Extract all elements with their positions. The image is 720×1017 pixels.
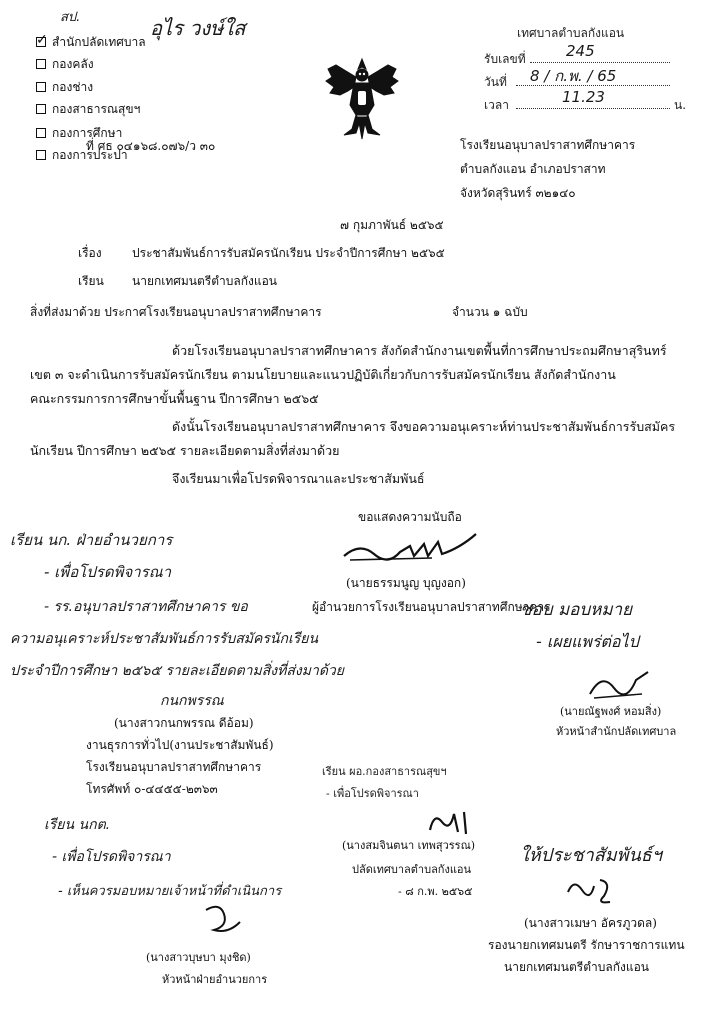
closing: ขอแสดงความนับถือ: [358, 510, 462, 524]
clerk-unit: งานธุรการทั่วไป(งานประชาสัมพันธ์): [86, 738, 274, 752]
checkbox[interactable]: [36, 59, 46, 69]
subject-label: เรื่อง: [78, 246, 102, 260]
body-p1-line1: ด้วยโรงเรียนอนุบาลปราสาทศึกษาคาร สังกัดสำนักงานเขตพื้นที่การศึกษาประถมศึกษาสุรินทร์: [172, 343, 667, 358]
reg-stamp-number-line: [530, 62, 670, 63]
enclosure-text: สิ่งที่ส่งมาด้วย ประกาศโรงเรียนอนุบาลปราสาทศึกษาคาร: [30, 305, 322, 319]
final-minute-name: (นางสาวเมษา อัครภูวดล): [524, 916, 657, 930]
signatory-title: ผู้อำนวยการโรงเรียนอนุบาลปราสาทศึกษาคาร: [312, 600, 551, 614]
routing-item-health[interactable]: [36, 100, 140, 119]
reg-stamp-time-line: [516, 108, 670, 109]
minute-line1: เรียน นก. ฝ่ายอำนวยการ: [10, 531, 173, 549]
sender-name: โรงเรียนอนุบาลปราสาทศึกษาคาร: [460, 138, 636, 152]
routing-label: กองสาธารณสุขฯ: [52, 102, 141, 116]
section-head-signature-icon: [584, 668, 654, 702]
reg-stamp-time-unit: น.: [674, 98, 687, 112]
sender-district: ตำบลกังแอน อำเภอปราสาท: [460, 162, 606, 176]
routing-label: กองการประปา: [52, 148, 128, 162]
routing-label: กองการศึกษา: [52, 126, 123, 140]
checkbox[interactable]: [36, 104, 46, 114]
routing-label: กองคลัง: [52, 57, 94, 71]
contact-phone: โทรศัพท์ ๐-๔๔๕๕-๒๓๖๓: [86, 782, 218, 796]
clerk-name: (นางสาวกนกพรรณ ดีอ้อม): [114, 716, 254, 730]
contact-school: โรงเรียนอนุบาลปราสาทศึกษาคาร: [86, 760, 262, 774]
checkbox[interactable]: [36, 128, 46, 138]
routing-label: สำนักปลัดเทศบาล: [52, 35, 146, 49]
minute-line4: ความอนุเคราะห์ประชาสัมพันธ์การรับสมัครนักเรียน: [10, 631, 319, 647]
reg-stamp-time-value: 11.23: [562, 88, 605, 106]
routing-item-office[interactable]: [36, 33, 146, 52]
reg-stamp-time-label: เวลา: [484, 98, 509, 112]
reg-stamp-number-value: 245: [566, 42, 595, 60]
routing-item-finance[interactable]: [36, 55, 94, 74]
reg-stamp-date-value: 8 / ก.พ. / 65: [530, 67, 617, 85]
body-p1-line2: เขต ๓ จะดำเนินการรับสมัครนักเรียน ตามนโยบายและแนวปฏิบัติเกี่ยวกับการรับสมัครนักเรียน สังกัดสำนักงาน: [30, 367, 616, 382]
final-minute-title1: รองนายกเทศมนตรี รักษาราชการแทน: [488, 938, 685, 952]
director-signature-icon: [340, 528, 480, 568]
checkbox[interactable]: [36, 82, 46, 92]
subject-text: ประชาสัมพันธ์การรับสมัครนักเรียน ประจำปีการศึกษา ๒๕๖๕: [132, 246, 445, 260]
mid-minute-title: ปลัดเทศบาลตำบลกังแอน: [352, 863, 472, 876]
reg-stamp-number-label: รับเลขที่: [484, 52, 526, 66]
body-p2-line1: ดังนั้นโรงเรียนอนุบาลปราสาทศึกษาคาร จึงขอความอนุเคราะห์ท่านประชาสัมพันธ์การรับสมัคร: [172, 419, 676, 434]
enclosure-quantity: จำนวน ๑ ฉบับ: [452, 305, 528, 319]
handwritten-routing-note: สป.: [60, 10, 81, 25]
minute-line2: - เพื่อโปรดพิจารณา: [44, 563, 172, 581]
left-minute-line2: - เพื่อโปรดพิจารณา: [52, 849, 171, 865]
minute-line3: - รร.อนุบาลปราสาทศึกษาคาร ขอ: [44, 599, 248, 615]
mid-minute-line1: เรียน ผอ.กองสาธารณสุขฯ: [322, 765, 447, 778]
body-p2-line2: นักเรียน ปีการศึกษา ๒๕๖๕ รายละเอียดตามสิ่งที่ส่งมาด้วย: [30, 443, 340, 458]
mid-minute-name: (นางสมจินตนา เทพสุวรรณ): [342, 839, 476, 852]
reg-stamp-date-label: วันที่: [484, 75, 507, 89]
left-minute-name: (นางสาวบุษบา มุงชิด): [146, 951, 251, 964]
right-minute-line2: - เผยแพร่ต่อไป: [536, 632, 639, 651]
sender-province: จังหวัดสุรินทร์ ๓๒๑๔๐: [460, 186, 576, 200]
signatory-name: (นายธรรมนูญ บุญงอก): [346, 576, 466, 590]
to-text: นายกเทศมนตรีตำบลกังแอน: [132, 274, 277, 288]
right-minute-line1: ชอบ มอบหมาย: [520, 600, 633, 620]
final-minute-line1: ให้ประชาสัมพันธ์ฯ: [520, 845, 662, 866]
minute-signer: กนกพรรณ: [160, 693, 224, 709]
left-minute-line1: เรียน นกต.: [44, 817, 111, 833]
routing-item-engineering[interactable]: [36, 78, 93, 97]
reg-stamp-office: เทศบาลตำบลกังแอน: [517, 26, 625, 40]
document-number: ที่ ศธ ๐๔๑๖๘.๐๗๖/ว ๓๐: [86, 139, 216, 153]
letter-date: ๗ กุมภาพันธ์ ๒๕๖๕: [340, 218, 444, 232]
mid-minute-line2: - เพื่อโปรดพิจารณา: [326, 787, 419, 800]
routing-label: กองช่าง: [52, 80, 94, 94]
deputy-mayor-signature-icon: [560, 872, 620, 908]
body-p3: จึงเรียนมาเพื่อโปรดพิจารณาและประชาสัมพันธ์: [172, 471, 425, 486]
body-p1-line3: คณะกรรมการการศึกษาขั้นพื้นฐาน ปีการศึกษา ๒๕๖๕: [30, 391, 319, 406]
left-minute-line3: - เห็นควรมอบหมายเจ้าหน้าที่ดำเนินการ: [58, 884, 282, 899]
right-minute-title: หัวหน้าสำนักปลัดเทศบาล: [556, 725, 677, 738]
minute-line5: ประจำปีการศึกษา ๒๕๖๕ รายละเอียดตามสิ่งที่ส่งมาด้วย: [10, 663, 344, 679]
admin-head-signature-icon: [198, 900, 248, 940]
checkbox[interactable]: [36, 150, 46, 160]
to-label: เรียน: [78, 274, 104, 288]
checkbox-checked[interactable]: ✓: [36, 32, 48, 48]
handwritten-routing-signature: อุไร วงษ์ใส: [150, 16, 246, 40]
final-minute-title2: นายกเทศมนตรีตำบลกังแอน: [504, 960, 649, 974]
left-minute-title: หัวหน้าฝ่ายอำนวยการ: [162, 973, 268, 986]
mid-minute-date: - ๘ ก.พ. ๒๕๖๕: [398, 885, 473, 898]
deputy-signature-icon: [424, 806, 474, 838]
garuda-emblem-icon: [322, 55, 402, 141]
right-minute-name: (นายณัฐพงศ์ หอมสิ่ง): [560, 705, 662, 718]
